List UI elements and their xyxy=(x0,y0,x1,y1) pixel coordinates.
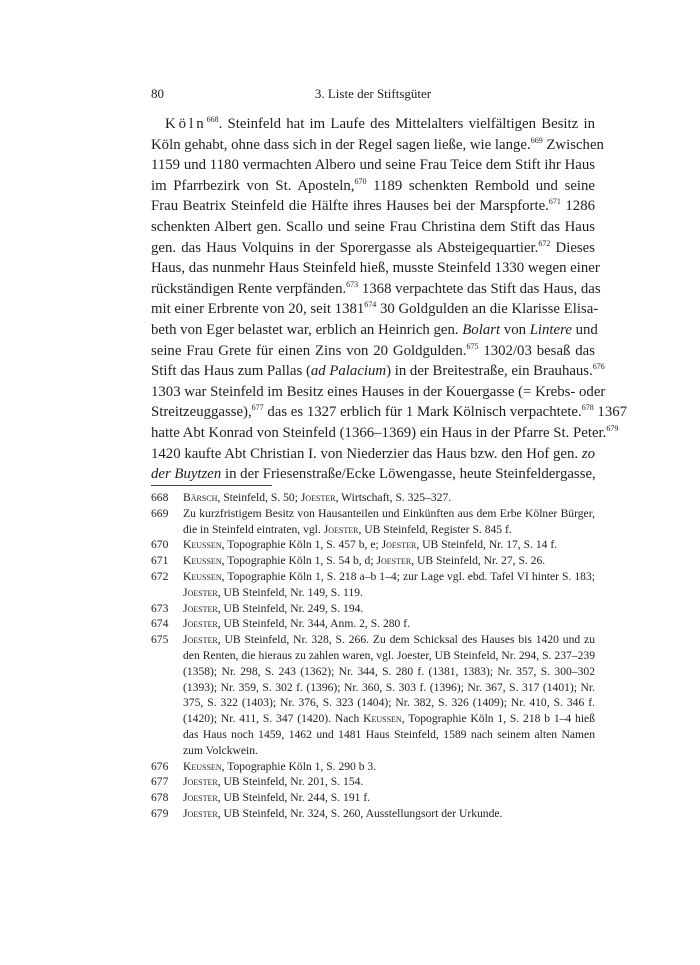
footnote-text: Keussen, Topographie Köln 1, S. 457 b, e; Joester, UB Steinfeld, Nr. 17, S. 14 f. xyxy=(183,538,558,552)
body-line: rückständigen Rente verpfänden.$^{673}$ 1368 verpachtete das Stift das Haus, das xyxy=(151,279,601,297)
footnote-number: 671 xyxy=(151,554,169,568)
footnote-text: Bärsch, Steinfeld, S. 50; Joester, Wirtschaft, S. 325–327. xyxy=(183,491,452,504)
footnote xyxy=(151,632,595,758)
body-line: im Pfarrbezirk von St. Aposteln,$^{670}$ 1189 schenkten Rembold und seine xyxy=(151,176,595,194)
body-line: 1420 kaufte Abt Christian I. von Niederzier das Haus bzw. den Hof gen. zo xyxy=(151,445,595,462)
running-title: 3. Liste der Stiftsgüter xyxy=(314,86,432,101)
footnote-text: Keussen, Topographie Köln 1, S. 54 b, d; Joester, UB Steinfeld, Nr. 27, S. 26. xyxy=(183,554,546,568)
body-line: Köln gehabt, ohne dass sich in der Regel sagen ließe, wie lange.$^{669}$ Zwischen xyxy=(151,135,604,153)
body-line: Streitzeuggasse),$^{677}$ das es 1327 erblich für 1 Mark Kölnisch verpachtete.$^{678}$ 1367 xyxy=(151,403,628,421)
footnote-number: 674 xyxy=(151,617,169,631)
footnote xyxy=(151,569,595,601)
footnote-text: Joester, UB Steinfeld, Nr. 201, S. 154. xyxy=(183,775,364,789)
body-line: 1303 war Steinfeld im Besitz eines Hauses in der Kouergasse (= Krebs- oder xyxy=(151,383,606,400)
footnote-number: 672 xyxy=(151,569,169,583)
footnote xyxy=(151,774,595,790)
body-line: mit einer Erbrente von 20, seit 1381$^{674}$ 30 Goldgulden an die Klarisse Elisa- xyxy=(151,300,599,318)
footnote-text: Joester, UB Steinfeld, Nr. 324, S. 260, Ausstellungsort der Urkunde. xyxy=(183,806,503,820)
body-line: beth von Eger belastet war, erblich an Heinrich gen. Bolart von Lintere und xyxy=(151,321,598,338)
footnote-text: Joester, UB Steinfeld, Nr. 244, S. 191 f. xyxy=(183,791,371,805)
footnote-text: Joester, UB Steinfeld, Nr. 249, S. 194. xyxy=(183,601,364,615)
footnote xyxy=(151,506,595,538)
footnote-number: 676 xyxy=(151,759,169,773)
footnote-text: Keussen, Topographie Köln 1, S. 218 a–b 1–4; zur Lage vgl. ebd. Tafel VI hinter S. 183; Joester, UB Steinfeld, Nr. 149, S. 119. xyxy=(183,569,595,599)
body-line: Haus, das nunmehr Haus Steinfeld hieß, musste Steinfeld 1330 wegen einer xyxy=(151,260,600,277)
footnote xyxy=(151,806,595,822)
footnote xyxy=(151,601,595,617)
footnote xyxy=(151,790,595,806)
footnote xyxy=(151,537,595,553)
footnotes xyxy=(151,490,595,822)
footnote-separator xyxy=(151,485,272,486)
footnote-number: 675 xyxy=(151,633,169,647)
body-line: der Buytzen in der Friesenstraße/Ecke Löwengasse, heute Steinfeldergasse, xyxy=(151,466,596,483)
page-number: 80 xyxy=(151,86,164,101)
footnote-number: 670 xyxy=(151,538,169,552)
footnote-number: 669 xyxy=(151,506,169,520)
footnote-number: 678 xyxy=(151,791,169,805)
footnote-number: 668 xyxy=(151,491,169,504)
page-header xyxy=(151,84,595,104)
body-line: Stift das Haus zum Pallas (ad Palacium) in der Breitestraße, ein Brauhaus.$^{676}$ xyxy=(151,362,605,380)
body-line: Frau Beatrix Steinfeld die Hälfte ihres Hauses bei der Marspforte.$^{671}$ 1286 xyxy=(151,197,595,215)
footnote-number: 673 xyxy=(151,601,169,615)
footnote xyxy=(151,490,595,506)
footnote-text: Zu kurzfristigem Besitz von Hausanteilen und Einkünften aus dem Erbe Kölner Bürger, die in Steinfeld eintraten, vgl. Joester, UB Steinfeld, Register S. 845 f. xyxy=(183,506,595,536)
body-line: seine Frau Grete für einen Zins von 20 Goldgulden.$^{675}$ 1302/03 besaß das xyxy=(151,341,596,359)
footnote-text: Joester, UB Steinfeld, Nr. 344, Anm. 2, S. 280 f. xyxy=(183,617,411,631)
footnote-text: Joester, UB Steinfeld, Nr. 328, S. 266. Zu dem Schicksal des Hauses bis 1420 und zu den Renten, die hieraus zu zahlen waren, vgl. Joester, UB Steinfeld, Nr. 294, S. 237–239 (1358); Nr. 298, S. 243 (1362); Nr. 344, S. 280 f. (1381, 1383); Nr. 357, S. 300–302 (1393); Nr. 359, S. 302 f. (1396); Nr. 360, S. 303 f. (1396); Nr. 367, S. 317 (1401); Nr. 375, S. 322 (1403); Nr. 376, S. 323 (1404); Nr. 382, S. 326 (1409); Nr. 410, S. 346 f. (1420); Nr. 411, S. 347 (1420). Nach Keussen, Topographie Köln 1, S. 218 b 1–4 hieß das Haus noch 1459, 1462 und 1481 Haus Steinfeld, 1589 nach seinem alten Namen zum Volckwein. xyxy=(183,633,595,757)
footnote xyxy=(151,616,595,632)
footnote-number: 677 xyxy=(151,775,169,789)
body-text xyxy=(151,114,628,485)
body-line: hatte Abt Konrad von Steinfeld (1366–1369) ein Haus in der Pfarre St. Peter.$^{679}$ xyxy=(151,423,619,441)
body-line: 1159 und 1180 vermachten Albero und seine Frau Teice dem Stift ihr Haus xyxy=(151,157,595,174)
body-line: gen. das Haus Volquins in der Sporergasse als Absteigequartier.$^{672}$ Dieses xyxy=(151,238,595,256)
footnote-number: 679 xyxy=(151,806,169,820)
body-line: Köln$^{668}$. Steinfeld hat im Laufe des Mittelalters vielfältigen Besitz in xyxy=(165,115,595,132)
footnote xyxy=(151,553,595,569)
footnote-text: Keussen, Topographie Köln 1, S. 290 b 3. xyxy=(183,759,377,773)
footnote xyxy=(151,759,595,775)
body-line: schenkten Albert gen. Scallo und seine Frau Christina dem Stift das Haus xyxy=(151,218,595,235)
